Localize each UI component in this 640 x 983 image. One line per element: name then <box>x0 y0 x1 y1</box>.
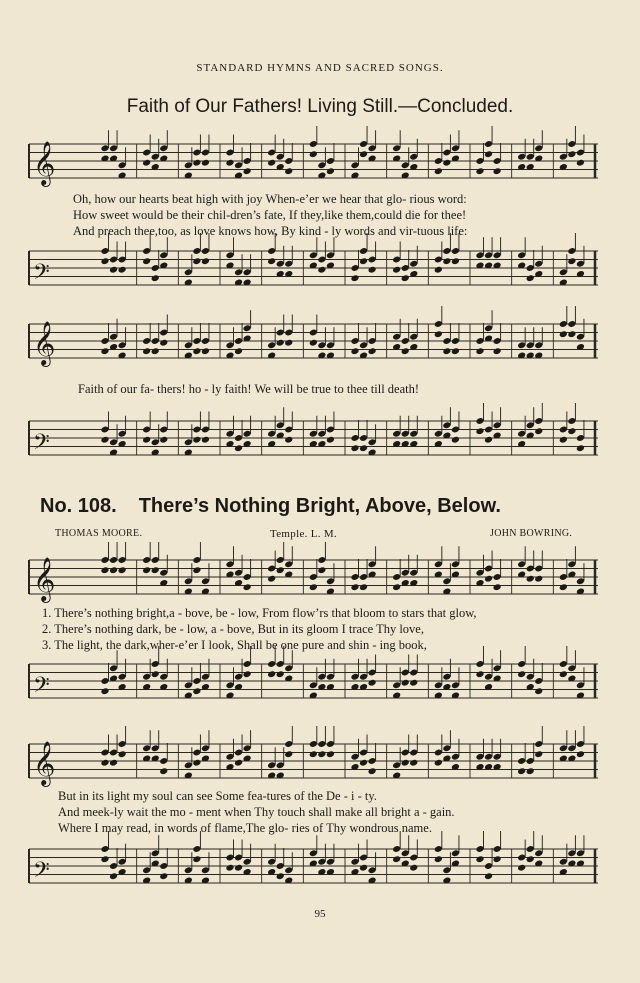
note-head <box>151 566 160 574</box>
note-head <box>309 339 318 347</box>
note-head <box>526 274 535 282</box>
music-staff <box>25 140 600 185</box>
hymn-heading <box>40 495 501 518</box>
note-head <box>317 566 326 574</box>
note-head <box>484 575 493 583</box>
note-head <box>567 330 576 338</box>
composer-credit: JOHN BOWRING. <box>490 528 573 539</box>
note-head <box>309 150 318 158</box>
note-head <box>192 566 201 574</box>
note-head <box>100 257 109 265</box>
note-head <box>109 266 118 274</box>
note-head <box>118 266 127 274</box>
note-head <box>534 575 543 583</box>
treble-clef-icon: 𝄞 <box>33 741 56 785</box>
note-head <box>409 864 418 872</box>
note-head <box>401 274 410 282</box>
note-head <box>243 167 252 175</box>
note-head <box>225 864 234 872</box>
lyric-line: And preach thee,too, as love knows how, By kind - ly words and vir-tuous life: <box>73 224 468 238</box>
note-head <box>526 855 535 863</box>
hymn-title: Faith of Our Fathers! Living Still.—Concluded. <box>126 96 514 117</box>
music-staff <box>25 556 600 601</box>
note-head <box>276 670 285 678</box>
treble-clef-icon: 𝄞 <box>33 141 56 185</box>
note-head <box>526 767 535 775</box>
note-head <box>475 855 484 863</box>
note-head <box>309 583 318 591</box>
note-head <box>100 855 109 863</box>
lyric-line: 3. The light, the dark,wher-e’er I look, Shall be one pure and shin - ing book, <box>42 638 427 652</box>
note-head <box>100 566 109 574</box>
note-head <box>142 159 151 167</box>
note-head <box>317 750 326 758</box>
lyric-line: Faith of our fa- thers! ho - ly faith! We will be true to thee till death! <box>78 382 420 396</box>
note-head <box>451 347 460 355</box>
note-head <box>142 347 151 355</box>
lyric-line: Where I may read, in words of flame,The glo- ries of Thy wondrous name. <box>58 821 432 835</box>
bass-clef-icon: 𝄢 <box>33 430 50 460</box>
note-head <box>451 257 460 265</box>
note-head <box>442 159 451 167</box>
bass-clef-icon: 𝄢 <box>33 858 50 888</box>
note-head <box>434 266 443 274</box>
note-head <box>284 750 293 758</box>
note-head <box>392 266 401 274</box>
note-head <box>201 257 210 265</box>
lyric-line: Oh, how our hearts beat high with joy When-e’er we hear that glo- rious word: <box>73 192 467 206</box>
note-head <box>142 257 151 265</box>
note-head <box>359 444 368 452</box>
note-head <box>475 347 484 355</box>
note-head <box>243 583 252 591</box>
note-head <box>401 679 410 687</box>
note-head <box>475 670 484 678</box>
note-head <box>526 575 535 583</box>
tune-name: Temple. L. M. <box>270 528 337 540</box>
note-head <box>267 257 276 265</box>
note-head <box>159 339 168 347</box>
hymn-number: No. 108. <box>40 495 117 517</box>
note-head <box>359 583 368 591</box>
note-head <box>118 750 127 758</box>
note-head <box>475 167 484 175</box>
note-head <box>326 167 335 175</box>
note-head <box>234 444 243 452</box>
page-number: 95 <box>314 908 326 920</box>
note-head <box>434 167 443 175</box>
lyric-line: But in its light my soul can see Some fea-tures of the De - i - ty. <box>58 789 377 803</box>
note-head <box>368 679 377 687</box>
bass-clef-icon: 𝄢 <box>33 673 50 703</box>
note-head <box>442 347 451 355</box>
music-staff <box>25 417 600 462</box>
note-head <box>151 670 160 678</box>
note-head <box>159 872 168 880</box>
lyric-line: 2. There’s nothing dark, be - low, a - bove, But in its gloom I trace Thy love, <box>42 622 424 636</box>
note-head <box>475 427 484 435</box>
note-head <box>109 759 118 767</box>
note-head <box>309 750 318 758</box>
music-staff <box>25 247 600 292</box>
note-head <box>434 855 443 863</box>
note-head <box>267 575 276 583</box>
note-head <box>276 872 285 880</box>
note-head <box>368 347 377 355</box>
note-head <box>409 679 418 687</box>
note-head <box>359 864 368 872</box>
treble-clef-icon: 𝄞 <box>33 557 56 601</box>
note-head <box>484 872 493 880</box>
note-head <box>517 670 526 678</box>
note-head <box>409 759 418 767</box>
note-head <box>442 257 451 265</box>
note-head <box>234 347 243 355</box>
music-staff <box>25 660 600 705</box>
note-head <box>517 864 526 872</box>
note-head <box>401 347 410 355</box>
note-head <box>359 257 368 265</box>
note-head <box>559 330 568 338</box>
note-head <box>326 750 335 758</box>
note-head <box>201 159 210 167</box>
note-head <box>192 855 201 863</box>
note-head <box>350 444 359 452</box>
note-head <box>201 347 210 355</box>
note-head <box>368 266 377 274</box>
note-head <box>142 436 151 444</box>
note-head <box>192 159 201 167</box>
note-head <box>392 583 401 591</box>
note-head <box>201 436 210 444</box>
note-head <box>493 583 502 591</box>
note-head <box>534 750 543 758</box>
note-head <box>284 436 293 444</box>
note-head <box>192 436 201 444</box>
note-head <box>267 159 276 167</box>
note-head <box>484 150 493 158</box>
note-head <box>192 759 201 767</box>
note-head <box>534 687 543 695</box>
note-head <box>567 427 576 435</box>
note-head <box>284 339 293 347</box>
note-head <box>159 767 168 775</box>
author-credit: THOMAS MOORE. <box>55 528 143 539</box>
note-head <box>109 872 118 880</box>
note-head <box>517 767 526 775</box>
note-head <box>276 339 285 347</box>
note-head <box>118 566 127 574</box>
note-head <box>100 436 109 444</box>
note-head <box>100 759 109 767</box>
lyric-line: How sweet would be their chil-dren’s fate, If they,like them,could die for thee! <box>73 208 467 222</box>
note-head <box>109 566 118 574</box>
note-head <box>434 759 443 767</box>
music-staff <box>25 320 600 365</box>
note-head <box>493 855 502 863</box>
note-head <box>559 436 568 444</box>
note-head <box>576 750 585 758</box>
note-head <box>350 583 359 591</box>
note-head <box>350 274 359 282</box>
lyric-line: 1. There’s nothing bright,a - bove, be - low, From flow’rs that bloom to stars that glow, <box>42 606 477 620</box>
note-head <box>100 347 109 355</box>
note-head <box>401 759 410 767</box>
hymn-title: There’s Nothing Bright, Above, Below. <box>138 495 501 517</box>
note-head <box>151 347 160 355</box>
note-head <box>276 566 285 574</box>
note-head <box>359 759 368 767</box>
running-head: STANDARD HYMNS AND SACRED SONGS. <box>196 62 444 74</box>
note-head <box>284 167 293 175</box>
note-head <box>493 347 502 355</box>
note-head <box>576 444 585 452</box>
note-head <box>234 759 243 767</box>
note-head <box>159 436 168 444</box>
note-head <box>192 347 201 355</box>
note-head <box>326 436 335 444</box>
note-head <box>434 330 443 338</box>
note-head <box>567 257 576 265</box>
note-head <box>559 583 568 591</box>
note-head <box>192 257 201 265</box>
music-staff <box>25 845 600 890</box>
note-head <box>534 427 543 435</box>
note-head <box>493 167 502 175</box>
note-head <box>100 687 109 695</box>
note-head <box>192 687 201 695</box>
note-head <box>368 767 377 775</box>
note-head <box>567 150 576 158</box>
note-head <box>451 436 460 444</box>
note-head <box>225 159 234 167</box>
note-head <box>392 855 401 863</box>
note-head <box>243 670 252 678</box>
note-head <box>317 266 326 274</box>
note-head <box>359 150 368 158</box>
note-head <box>142 566 151 574</box>
note-head <box>234 864 243 872</box>
note-head <box>576 159 585 167</box>
note-head <box>484 436 493 444</box>
note-head <box>350 347 359 355</box>
music-staff <box>25 740 600 785</box>
note-head <box>559 670 568 678</box>
note-head <box>267 670 276 678</box>
treble-clef-icon: 𝄞 <box>33 321 56 365</box>
lyric-line: And meek-ly wait the mo - ment when Thy touch shall make all bright a - gain. <box>58 805 455 819</box>
bass-clef-icon: 𝄢 <box>33 260 50 290</box>
note-head <box>151 274 160 282</box>
